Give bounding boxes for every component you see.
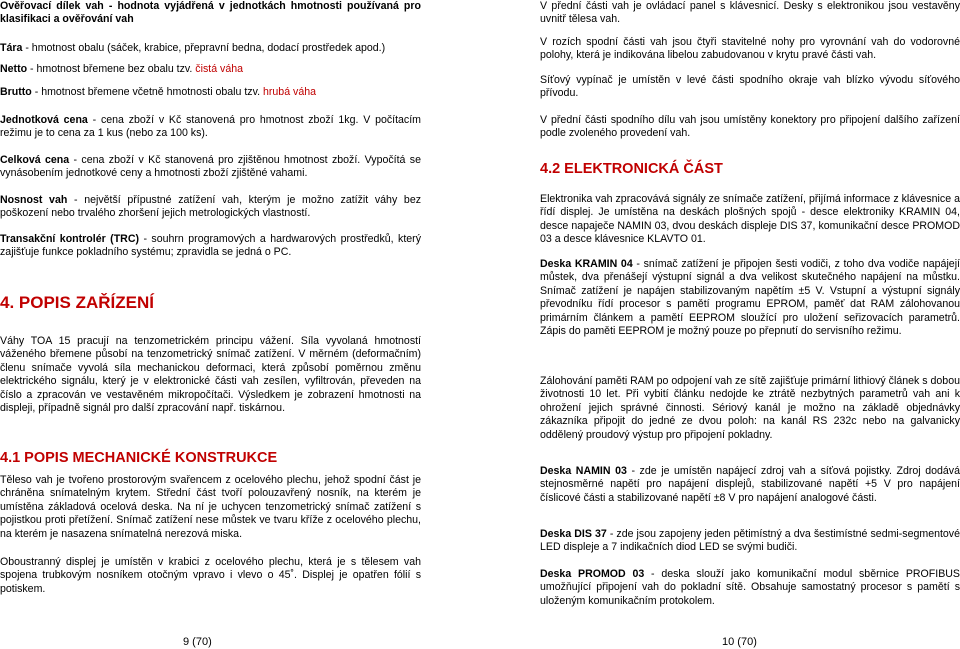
definition-brutto: [0, 86, 421, 99]
term-promod: Deska PROMOD 03: [540, 568, 645, 580]
text-dis: - zde jsou zapojeny jeden pětimístný a dva šestimístné sedmi-segmentové LED displeje a 7 indikačních diod LED se svými budiči.: [540, 528, 960, 554]
definition-namin: [540, 465, 960, 505]
heading-4: 4. POPIS ZAŘÍZENÍ: [0, 293, 154, 312]
term-brutto: Brutto: [0, 86, 32, 98]
text-namin: - zde je umístěn napájecí zdroj vah a síťová pojistky. Zdroj dodává stejnosměrné napětí pro napájení displejů, stabilizované napětí +5 V pro napájení číslicové části a stabilizované napětí ±8 V pro napájení analogové části.: [540, 465, 960, 504]
text-tara: - hmotnost obalu (sáček, krabice, přepravní bedna, dodací prostředek apod.): [22, 42, 386, 54]
tail-brutto: hrubá váha: [263, 86, 317, 98]
text-celkova-cena: - cena zboží v Kč stanovená pro zjištěnou hmotnost zboží. Vypočítá se vynásobením jednotkové ceny a hmotnosti zboží zjištěné vahami.: [0, 154, 421, 180]
heading-4-2: 4.2 ELEKTRONICKÁ ČÁST: [540, 161, 723, 177]
page-number-right: 10 (70): [722, 636, 757, 648]
definition-jednotkova-cena: [0, 114, 421, 141]
definition-tara: [0, 42, 421, 55]
definition-kramin: [540, 258, 960, 338]
paragraph-mechanicka-konstrukce: Těleso vah je tvořeno prostorovým svařencem z ocelového plechu, jehož spodní část je chráněna snímatelným krytem. Střední část tvoří polouzavřený nosník, na kterém je umístěna základová ocelová deska. Na ní je uchycen tenzometrický snímač zatížení s pojistkou proti přetížení. Snímač zatížení nese můstek ve tvaru kříže z ocelového plechu, na kterém je nasazena snímatelná nerezová miska.: [0, 474, 421, 540]
paragraph-displej: Oboustranný displej je umístěn v krabici z ocelového plechu, která je s tělesem vah spojena trubkovým nosníkem otočným vpravo i vlevo o 45˚. Displej je opatřen fólií s potiskem.: [0, 556, 421, 595]
term-trc: Transakční kontrolér (TRC): [0, 233, 139, 245]
definition-netto: [0, 63, 421, 76]
term-dis: Deska DIS 37: [540, 528, 607, 540]
paragraph-konektory: V přední části spodního dílu vah jsou umístěny konektory pro připojení dalšího zařízení podle zvoleného provedení vah.: [540, 114, 960, 140]
term-nosnost: Nosnost vah: [0, 194, 68, 206]
text-overovaci-dilek: Ověřovací dílek vah - hodnota vyjádřená v jednotkách hmotnosti používaná pro klasifikaci a ověřování vah: [0, 0, 421, 26]
definition-celkova-cena: [0, 154, 421, 181]
text-trc: - souhrn programových a hardwarových prostředků, který zajišťuje funkce pokladního systému; zpravidla se jedná o PC.: [0, 233, 421, 259]
text-jednotkova-cena: - cena zboží v Kč stanovená pro hmotnost zboží 1kg. V počítacím režimu je to cena za 1 kus (nebo za 100 ks).: [0, 114, 421, 140]
text-promod: - deska slouží jako komunikační modul sběrnice PROFIBUS umožňující připojení vah do pokladní sítě. Obsahuje samostatný procesor s pamětí s uloženým komunikačním protokolem.: [540, 568, 960, 607]
definition-trc: [0, 233, 421, 260]
text-netto: - hmotnost břemene bez obalu tzv.: [27, 63, 196, 75]
definition-overovaci-dilek: [0, 0, 421, 27]
paragraph-zalohovani-ram: Zálohování paměti RAM po odpojení vah ze sítě zajišťuje primární lithiový článek s dobou životnosti 10 let. Při vybití článku nedojde ke ztrátě nezbytných parametrů vah ani k ohrožení jejich správné činnosti. Sériový kanál je možno na základě objednávky zákazníka připojit do jedné ze dvou poloh: na kanál RS 232c nebo na galvanicky oddělený proudový výstup pro připojení pokladny.: [540, 375, 960, 441]
term-netto: Netto: [0, 63, 28, 75]
definition-promod: [540, 568, 960, 608]
term-jednotkova-cena: Jednotková cena: [0, 114, 88, 126]
paragraph-ovladaci-panel: V přední části vah je ovládací panel s klávesnicí. Desky s elektronikou jsou vestavěny uvnitř tělesa vah.: [540, 0, 960, 26]
paragraph-elektronika: Elektronika vah zpracovává signály ze snímače zatížení, přijímá informace z klávesnice a řídí displej. Je umístěna na deskách plošných spojů - desce elektroniky KRAMIN 04, desce napaječe NAMIN 03, dvou deskách displeje DIS 37, komunikační desce PROMOD 03 a desce klávesnice KLAVTO 01.: [540, 193, 960, 246]
heading-4-1: 4.1 POPIS MECHANICKÉ KONSTRUKCE: [0, 450, 278, 466]
text-kramin: - snímač zatížení je připojen šesti vodiči, z toho dva vodiče napájejí můstek, dva přenášejí výstupní signál a dva velikost skutečného napájení na můstku. Snímač zatížení je napájen stabilizovaným napětím ±5 V. Vstupní a výstupní signály převodníku řídí procesor s pamětí programu EPROM, paměť dat RAM zálohovanou primárním článkem a pamětí EEPROM sloužící pro uložení seřizovacích parametrů. Zápis do paměti EEPROM je možný pouze po přepnutí do servisního režimu.: [540, 258, 960, 338]
term-celkova-cena: Celková cena: [0, 154, 70, 166]
paragraph-vypinac: Síťový vypínač je umístěn v levé části spodního okraje vah blízko vývodu síťového přívodu.: [540, 74, 960, 100]
definition-nosnost: [0, 194, 421, 221]
term-namin: Deska NAMIN 03: [540, 465, 627, 477]
text-brutto: - hmotnost břemene včetně hmotnosti obalu tzv.: [31, 86, 263, 98]
paragraph-nohy: V rozích spodní části vah jsou čtyři stavitelné nohy pro vyrovnání vah do vodorovné polohy, která je indikována libelou zabudovanou v krytu pravé části vah.: [540, 36, 960, 62]
paragraph-popis-zarizeni: Váhy TOA 15 pracují na tenzometrickém principu vážení. Síla vyvolaná hmotností váženého břemene působí na tenzometrický snímač zatížení. V měrném (deformačním) členu snímače vyvolá síla mechanickou deformaci, která způsobí poměrnou změnu elektrického signálu, který je v elektronické části vah zesílen, vyfiltrován, převeden na číslo a zpracován ve vestavěném mikropočítači. Výsledkem je zobrazení hmotnosti na displeji, případně signál pro další zpracování např. tiskárnou.: [0, 335, 421, 415]
text-nosnost: - největší přípustné zatížení vah, kterým je možno zatížit váhy bez poškození nebo trvalého zhoršení jejich metrologických vlastností.: [0, 194, 422, 220]
tail-netto: čistá váha: [195, 63, 243, 75]
definition-dis: [540, 528, 960, 555]
term-tara: Tára: [0, 42, 23, 54]
page-number-left: 9 (70): [183, 636, 212, 648]
term-kramin: Deska KRAMIN 04: [540, 258, 633, 270]
